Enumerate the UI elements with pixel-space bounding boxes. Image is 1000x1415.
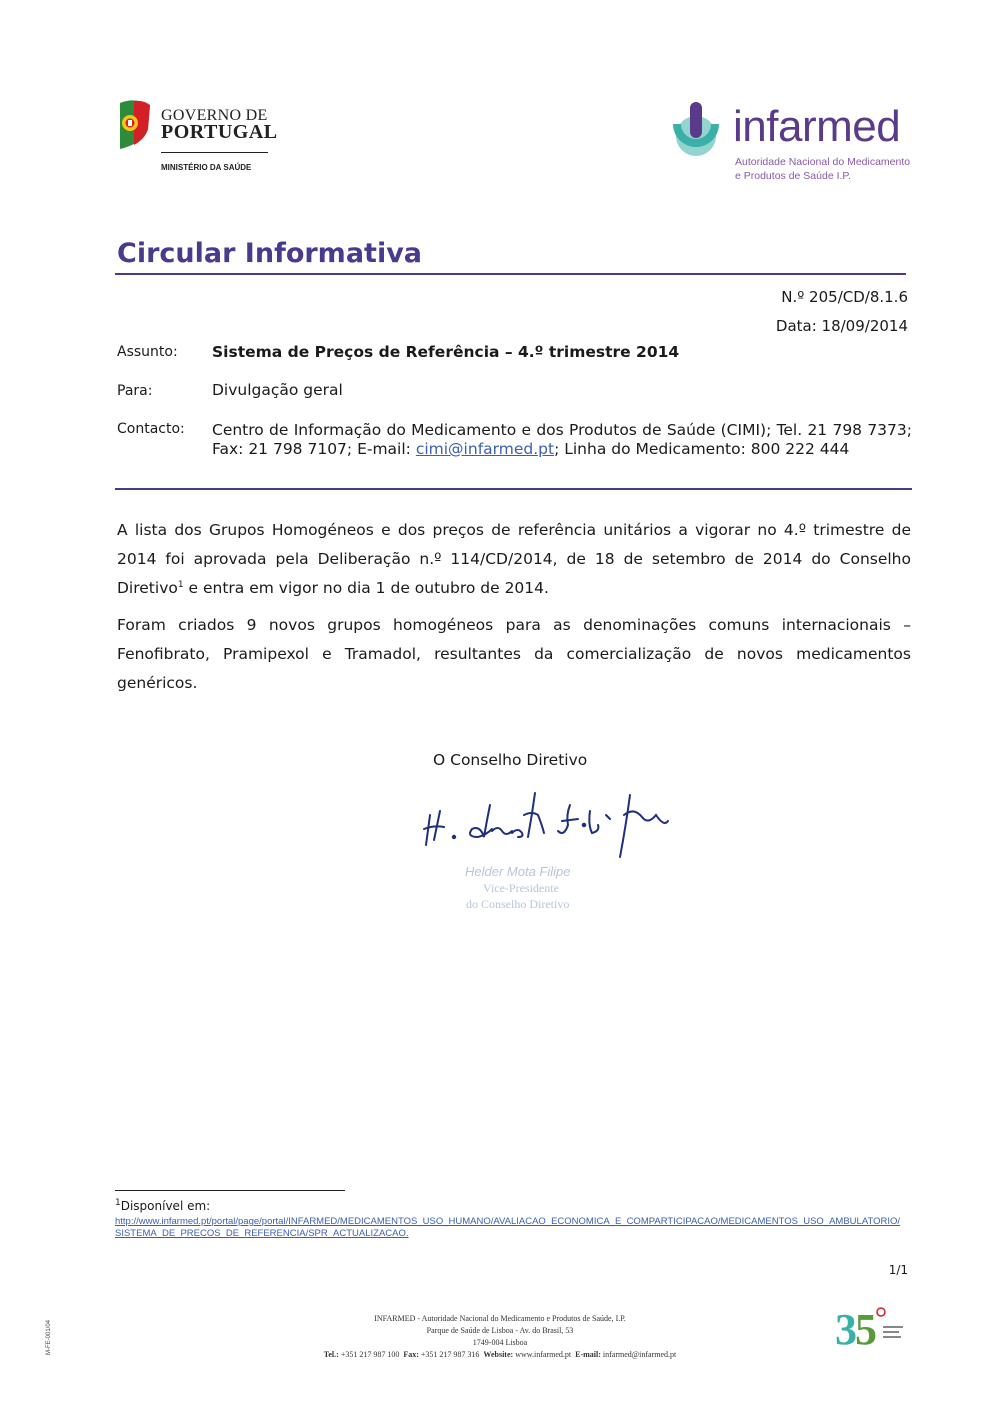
to-label: Para: <box>117 383 153 399</box>
stamp-name: Helder Mota Filipe <box>465 864 571 879</box>
subject-label: Assunto: <box>117 344 178 360</box>
contact-text-post: ; Linha do Medicamento: 800 222 444 <box>554 440 850 458</box>
portugal-flag-logo-icon <box>114 99 154 151</box>
contact-label: Contacto: <box>117 421 185 437</box>
contact-email-link[interactable]: cimi@infarmed.pt <box>415 440 555 458</box>
footnote-url-link[interactable]: http://www.infarmed.pt/portal/page/portal/INFARMED/MEDICAMENTOS_USO_HUMANO/AVALIACAO_ECONOMICA_E_COMPARTICIPACAO/MEDICAMENTOS_USO_AMBULATORIO/SISTEMA_DE_PRECOS_DE_REFERENCIA/SPR_ACTUALIZACAO. <box>115 1216 901 1239</box>
para1-text-end: e entra em vigor no dia 1 de outubro de 2014. <box>183 579 549 597</box>
title-underline <box>115 273 906 275</box>
footer-line-1: INFARMED - Autoridade Nacional do Medicamento e Produtos de Saúde, I.P. <box>374 1314 626 1323</box>
gov-line2: PORTUGAL <box>161 121 278 143</box>
to-value: Divulgação geral <box>212 381 343 399</box>
footer-tel: +351 217 987 100 <box>340 1350 400 1359</box>
footer-line-2: Parque de Saúde de Lisboa - Av. do Brasil, 53 <box>426 1326 574 1335</box>
handwritten-signature-icon <box>420 785 675 860</box>
page-number: 1/1 <box>888 1263 908 1277</box>
footnote-divider <box>115 1190 345 1191</box>
body-paragraph-2: Foram criados 9 novos grupos homogéneos para as denominações comuns internacionais – Fenofibrato, Pramipexol e Tramadol, resultantes da comercialização de novos medicamentos genéricos. <box>117 616 911 692</box>
council-label: O Conselho Diretivo <box>433 751 588 769</box>
form-code: M-FE-001/04 <box>46 1319 52 1355</box>
stamp-role: Vice-Presidente <box>483 881 559 895</box>
footnote-label <box>115 1199 210 1213</box>
footnote-text: Disponível em: <box>120 1199 211 1213</box>
infarmed-logo-icon <box>667 100 725 162</box>
circular-number: N.º 205/CD/8.1.6 <box>781 288 908 306</box>
footer-fax-label: Fax: <box>403 1350 419 1359</box>
footer-fax: +351 217 987 316 <box>420 1350 480 1359</box>
footer-line-3: 1749-004 Lisboa <box>472 1338 528 1347</box>
footer-email: infarmed@infarmed.pt <box>602 1350 677 1359</box>
footer-web: www.infarmed.pt <box>515 1350 572 1359</box>
anniversary-emblem-icon <box>833 1302 908 1350</box>
footer-email-label: E-mail: <box>575 1350 601 1359</box>
svg-text:3: 3 <box>835 1305 857 1350</box>
footnote-marker: 1 <box>115 1198 121 1208</box>
document-title: Circular Informativa <box>117 238 423 269</box>
stamp-org: do Conselho Diretivo <box>466 897 570 911</box>
subject-value: Sistema de Preços de Referência – 4.º trimestre 2014 <box>212 343 680 361</box>
footnote-ref: 1 <box>177 579 184 590</box>
gov-line1: GOVERNO DE <box>161 107 268 124</box>
footer-tel-label: Tel.: <box>323 1350 339 1359</box>
circular-date: Data: 18/09/2014 <box>775 317 908 335</box>
infarmed-subtitle-2: e Produtos de Saúde I.P. <box>735 170 851 182</box>
infarmed-subtitle-1: Autoridade Nacional do Medicamento <box>735 156 911 168</box>
infarmed-wordmark: infarmed <box>733 102 901 151</box>
para1-text: A lista dos Grupos Homogéneos e dos preços de referência unitários a vigorar no 4.º trimestre de 2014 foi aprovada pela Deliberação n.º 114/CD/2014, de 18 de setembro de 2014 do Conselho Diretivo <box>117 521 911 597</box>
footer-contacts <box>200 1350 800 1359</box>
contact-value <box>212 421 912 459</box>
svg-text:5: 5 <box>855 1305 877 1350</box>
footer-web-label: Website: <box>483 1350 514 1359</box>
header-separator <box>115 488 912 490</box>
body-paragraph-1 <box>117 516 911 603</box>
gov-ministry: MINISTÉRIO DA SAÚDE <box>161 163 252 172</box>
gov-divider <box>161 152 268 153</box>
contact-text-pre: Centro de Informação do Medicamento e dos Produtos de Saúde (CIMI); Tel. 21 798 7373; Fax: 21 798 7107; E-mail: <box>212 421 912 458</box>
